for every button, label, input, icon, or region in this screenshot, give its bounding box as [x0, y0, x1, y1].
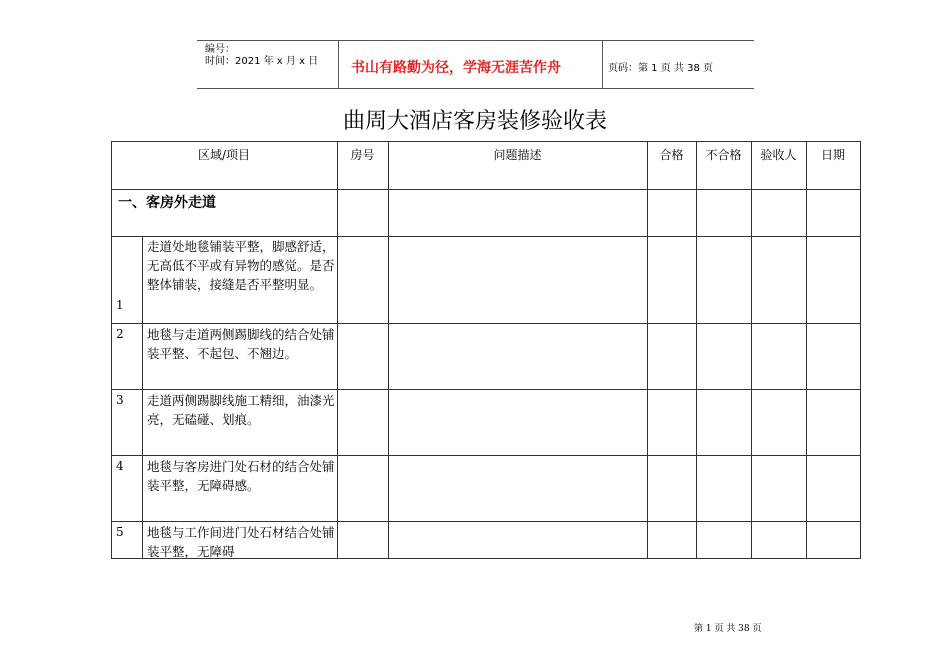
- row-description: 地毯与工作间进门处石材结合处铺装平整，无障碍: [147, 525, 335, 559]
- row-number: 3: [116, 393, 124, 407]
- header-meta-cell: [197, 41, 338, 88]
- row-description: 地毯与客房进门处石材的结合处铺装平整，无障碍感。: [147, 459, 335, 493]
- table-column-line: [388, 141, 389, 559]
- header-motto: 书山有路勤为径，学海无涯苦作舟: [351, 60, 561, 76]
- table-border: [111, 141, 860, 142]
- column-header-issue: 问题描述: [493, 148, 542, 162]
- page-footer: 第 1 页 共 38 页: [694, 624, 762, 634]
- table-column-line: [647, 141, 648, 559]
- header-page-info: 页码：第 1 页 共 38 页: [608, 63, 713, 74]
- table-column-line: [696, 141, 697, 559]
- row-description: 地毯与走道两侧踢脚线的结合处铺装平整、不起包、不翘边。: [147, 327, 335, 361]
- column-header-fail: 不合格: [705, 148, 742, 162]
- header-divider: [602, 41, 603, 88]
- column-header-room: 房号: [350, 148, 375, 162]
- table-row-line: [111, 389, 860, 390]
- table-column-line: [751, 141, 752, 559]
- document-header: [197, 40, 754, 89]
- column-header-inspector: 验收人: [760, 148, 797, 162]
- column-header-pass: 合格: [659, 148, 684, 162]
- column-header-area: 区域/项目: [197, 148, 251, 162]
- row-number: 5: [116, 525, 124, 539]
- header-divider: [338, 41, 339, 88]
- table-row-line: [111, 455, 860, 456]
- table-row-line: [111, 189, 860, 190]
- page-title: 曲周大酒店客房装修验收表: [342, 109, 607, 134]
- row-description: 走道处地毯铺装平整，脚感舒适，无高低不平或有异物的感觉。是否整体铺装，接缝是否平整明显。: [147, 239, 335, 292]
- table-column-line: [337, 141, 338, 559]
- column-header-date: 日期: [820, 148, 845, 162]
- table-border: [111, 141, 112, 559]
- section-heading: 一、客房外走道: [118, 195, 216, 211]
- row-number: 2: [116, 327, 124, 341]
- row-number: 1: [116, 298, 124, 312]
- table-border: [860, 141, 861, 559]
- table-column-line: [806, 141, 807, 559]
- row-number: 4: [116, 459, 124, 473]
- time-label: 时间：2021 年 x 月 x 日: [205, 56, 319, 67]
- table-row-line: [111, 323, 860, 324]
- number-label: 编号：: [205, 44, 235, 55]
- row-description: 走道两侧踢脚线施工精细，油漆光亮，无磕碰、划痕。: [147, 393, 335, 427]
- table-row-line: [111, 521, 860, 522]
- number-column-line: [142, 236, 143, 559]
